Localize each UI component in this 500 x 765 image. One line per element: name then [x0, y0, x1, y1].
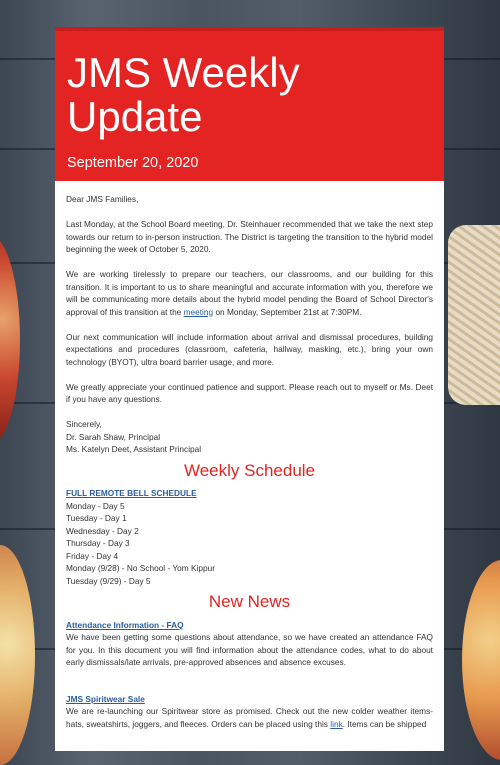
schedule-item: Monday (9/28) - No School - Yom Kippur	[66, 563, 215, 573]
schedule-item: Tuesday - Day 1	[66, 513, 127, 523]
apple-image-left-top	[0, 235, 20, 445]
newsletter-date: September 20, 2020	[67, 155, 199, 171]
apple-image-left-bottom	[0, 545, 35, 765]
newsletter-content	[55, 181, 444, 730]
attendance-paragraph: We have been getting some questions about attendance, so we have created an attendance FAQ for you. In this document you will find information about the attendance codes, what to do about early dismissals/late arrivals, pre-approved absences and absence excuses.	[66, 632, 433, 667]
spiritwear-sale-link[interactable]: JMS Spiritwear Sale	[66, 693, 145, 704]
schedule-item: Wednesday - Day 2	[66, 525, 139, 536]
newsletter-card	[55, 27, 444, 751]
attendance-faq-link[interactable]: Attendance Information - FAQ	[66, 619, 184, 630]
schedule-item: Tuesday (9/29) - Day 5	[66, 575, 151, 586]
paragraph-next-communication: Our next communication will include information about arrival and dismissal procedures, building expectations and procedures (classroom, cafeteria, hallway, masking, etc.), bring your own technology (BYOT), ultra board barrier usage, and more.	[66, 331, 433, 367]
paragraph-board-meeting: Last Monday, at the School Board meeting, Dr. Steinhauer recommended that we take the next step towards our return to in-person instruction. The District is targeting the transition to the hybrid model beginning the week of October 5, 2020.	[66, 219, 433, 254]
spiritwear-store-link[interactable]: link	[330, 718, 343, 729]
paragraph-preparation: We are working tirelessly to prepare our teachers, our classrooms, and our building for this transition. It is important to us to share meaningful and accurate information with you, therefore we will be communicating more details about the hybrid model pending the Board of School Director's approval of this transition at the meeting on Monday, September 21st at 7:30PM.	[66, 269, 433, 317]
closing: Sincerely,	[66, 419, 102, 429]
bell-schedule-link[interactable]: FULL REMOTE BELL SCHEDULE	[66, 488, 197, 498]
meeting-link[interactable]: meeting	[183, 306, 214, 317]
weekly-schedule-heading: Weekly Schedule	[183, 460, 316, 480]
schedule-item: Monday - Day 5	[66, 500, 125, 511]
schedule-item: Friday - Day 4	[66, 550, 119, 561]
newsletter-header	[55, 27, 444, 181]
schedule-item: Thursday - Day 3	[66, 538, 130, 548]
new-news-heading: New News	[208, 592, 291, 611]
twine-spool-image	[448, 225, 500, 405]
spiritwear-paragraph: We are re-launching our Spiritwear store as promised. Check out the new colder weather items-hats, sweatshirts, joggers, and fleeces. Orders can be placed using this link. Items can be shipped	[66, 706, 433, 729]
signature-assistant-principal: Ms. Katelyn Deet, Assistant Principal	[66, 444, 202, 454]
signature-principal: Dr. Sarah Shaw, Principal	[66, 431, 161, 442]
paragraph-appreciation: We greatly appreciate your continued patience and support. Please reach out to myself or Ms. Deet if you have any questions.	[66, 381, 433, 404]
newsletter-title: JMS Weekly Update	[67, 49, 300, 140]
apple-image-right	[462, 560, 500, 760]
greeting: Dear JMS Families,	[66, 194, 139, 204]
schedule-list	[66, 487, 433, 587]
